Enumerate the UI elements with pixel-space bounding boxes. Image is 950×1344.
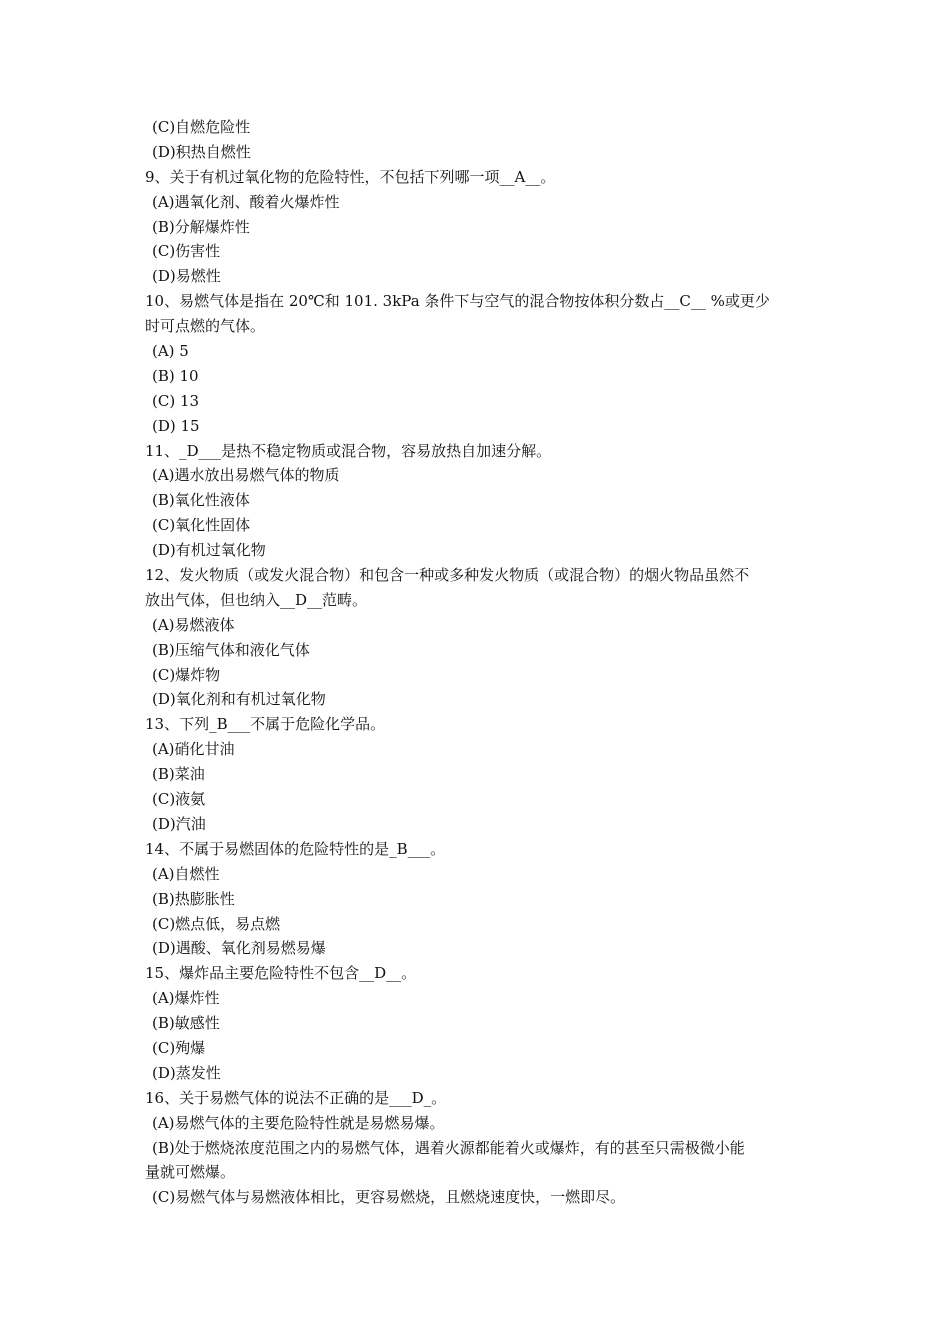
- answer-option: (D)易燃性: [152, 267, 221, 286]
- answer-option: (C) 13: [152, 391, 200, 410]
- question-text: 时可点燃的气体。: [145, 317, 266, 336]
- question-text: 12、发火物质（或发火混合物）和包含一种或多种发火物质（或混合物）的烟火物品虽然不: [145, 566, 750, 585]
- answer-option: (C)氧化性固体: [152, 516, 251, 535]
- document-page: [145, 115, 810, 1210]
- question-text: 16、关于易燃气体的说法不正确的是___D_。: [145, 1088, 447, 1107]
- answer-option: (A)爆炸性: [152, 989, 220, 1008]
- answer-option: (B)压缩气体和液化气体: [152, 640, 310, 659]
- answer-option: (B)热膨胀性: [152, 889, 235, 908]
- answer-option: (C)伤害性: [152, 242, 221, 261]
- answer-option: (A)硝化甘油: [152, 740, 235, 759]
- answer-option: (D)汽油: [152, 814, 206, 833]
- answer-option: (B)处于燃烧浓度范围之内的易燃气体，遇着火源都能着火或爆炸，有的甚至只需极微小能: [152, 1138, 745, 1157]
- answer-option: (A)遇水放出易燃气体的物质: [152, 466, 340, 485]
- question-text: 11、_D___是热不稳定物质或混合物，容易放热自加速分解。: [145, 441, 552, 460]
- question-text: 14、不属于易燃固体的危险特性的是_B___。: [145, 839, 446, 858]
- answer-option: (B)分解爆炸性: [152, 217, 250, 236]
- question-text: 10、易燃气体是指在 20℃和 101. 3kPa 条件下与空气的混合物按体积分数占__C__ %或更少: [145, 292, 770, 311]
- question-text: 9、关于有机过氧化物的危险特性，不包括下列哪一项__A__。: [145, 167, 556, 186]
- answer-option: (C)自燃危险性: [152, 118, 251, 136]
- answer-option: (D)遇酸、氧化剂易燃易爆: [152, 939, 326, 958]
- answer-option: (C)燃点低，易点燃: [152, 914, 281, 933]
- answer-option: (A) 5: [152, 342, 189, 361]
- answer-option: (D)有机过氧化物: [152, 541, 266, 560]
- answer-option: (B)氧化性液体: [152, 491, 250, 510]
- answer-option: (B)敏感性: [152, 1014, 220, 1033]
- answer-option: (C)殉爆: [152, 1038, 206, 1057]
- answer-option: (A)易燃液体: [152, 615, 235, 634]
- answer-option: (D) 15: [152, 416, 200, 435]
- question-text: 13、下列_B___不属于危险化学品。: [145, 715, 386, 734]
- answer-option: (D)蒸发性: [152, 1063, 221, 1082]
- question-text: 15、爆炸品主要危险特性不包含__D__。: [145, 964, 417, 983]
- answer-option: (C)液氨: [152, 790, 206, 809]
- answer-option: (B)菜油: [152, 765, 205, 784]
- answer-option: (A)自燃性: [152, 864, 220, 883]
- answer-option: (A)遇氧化剂、酸着火爆炸性: [152, 192, 340, 211]
- question-text: 量就可燃爆。: [145, 1163, 236, 1182]
- question-text: 放出气体，但也纳入__D__范畴。: [145, 590, 368, 609]
- answer-option: (C)爆炸物: [152, 665, 221, 684]
- answer-option: (A)易燃气体的主要危险特性就是易燃易爆。: [152, 1113, 445, 1132]
- answer-option: (B) 10: [152, 366, 199, 385]
- answer-option: (D)积热自燃性: [152, 142, 251, 161]
- answer-option: (C)易燃气体与易燃液体相比，更容易燃烧，且燃烧速度快，一燃即尽。: [152, 1188, 626, 1207]
- answer-option: (D)氧化剂和有机过氧化物: [152, 690, 326, 709]
